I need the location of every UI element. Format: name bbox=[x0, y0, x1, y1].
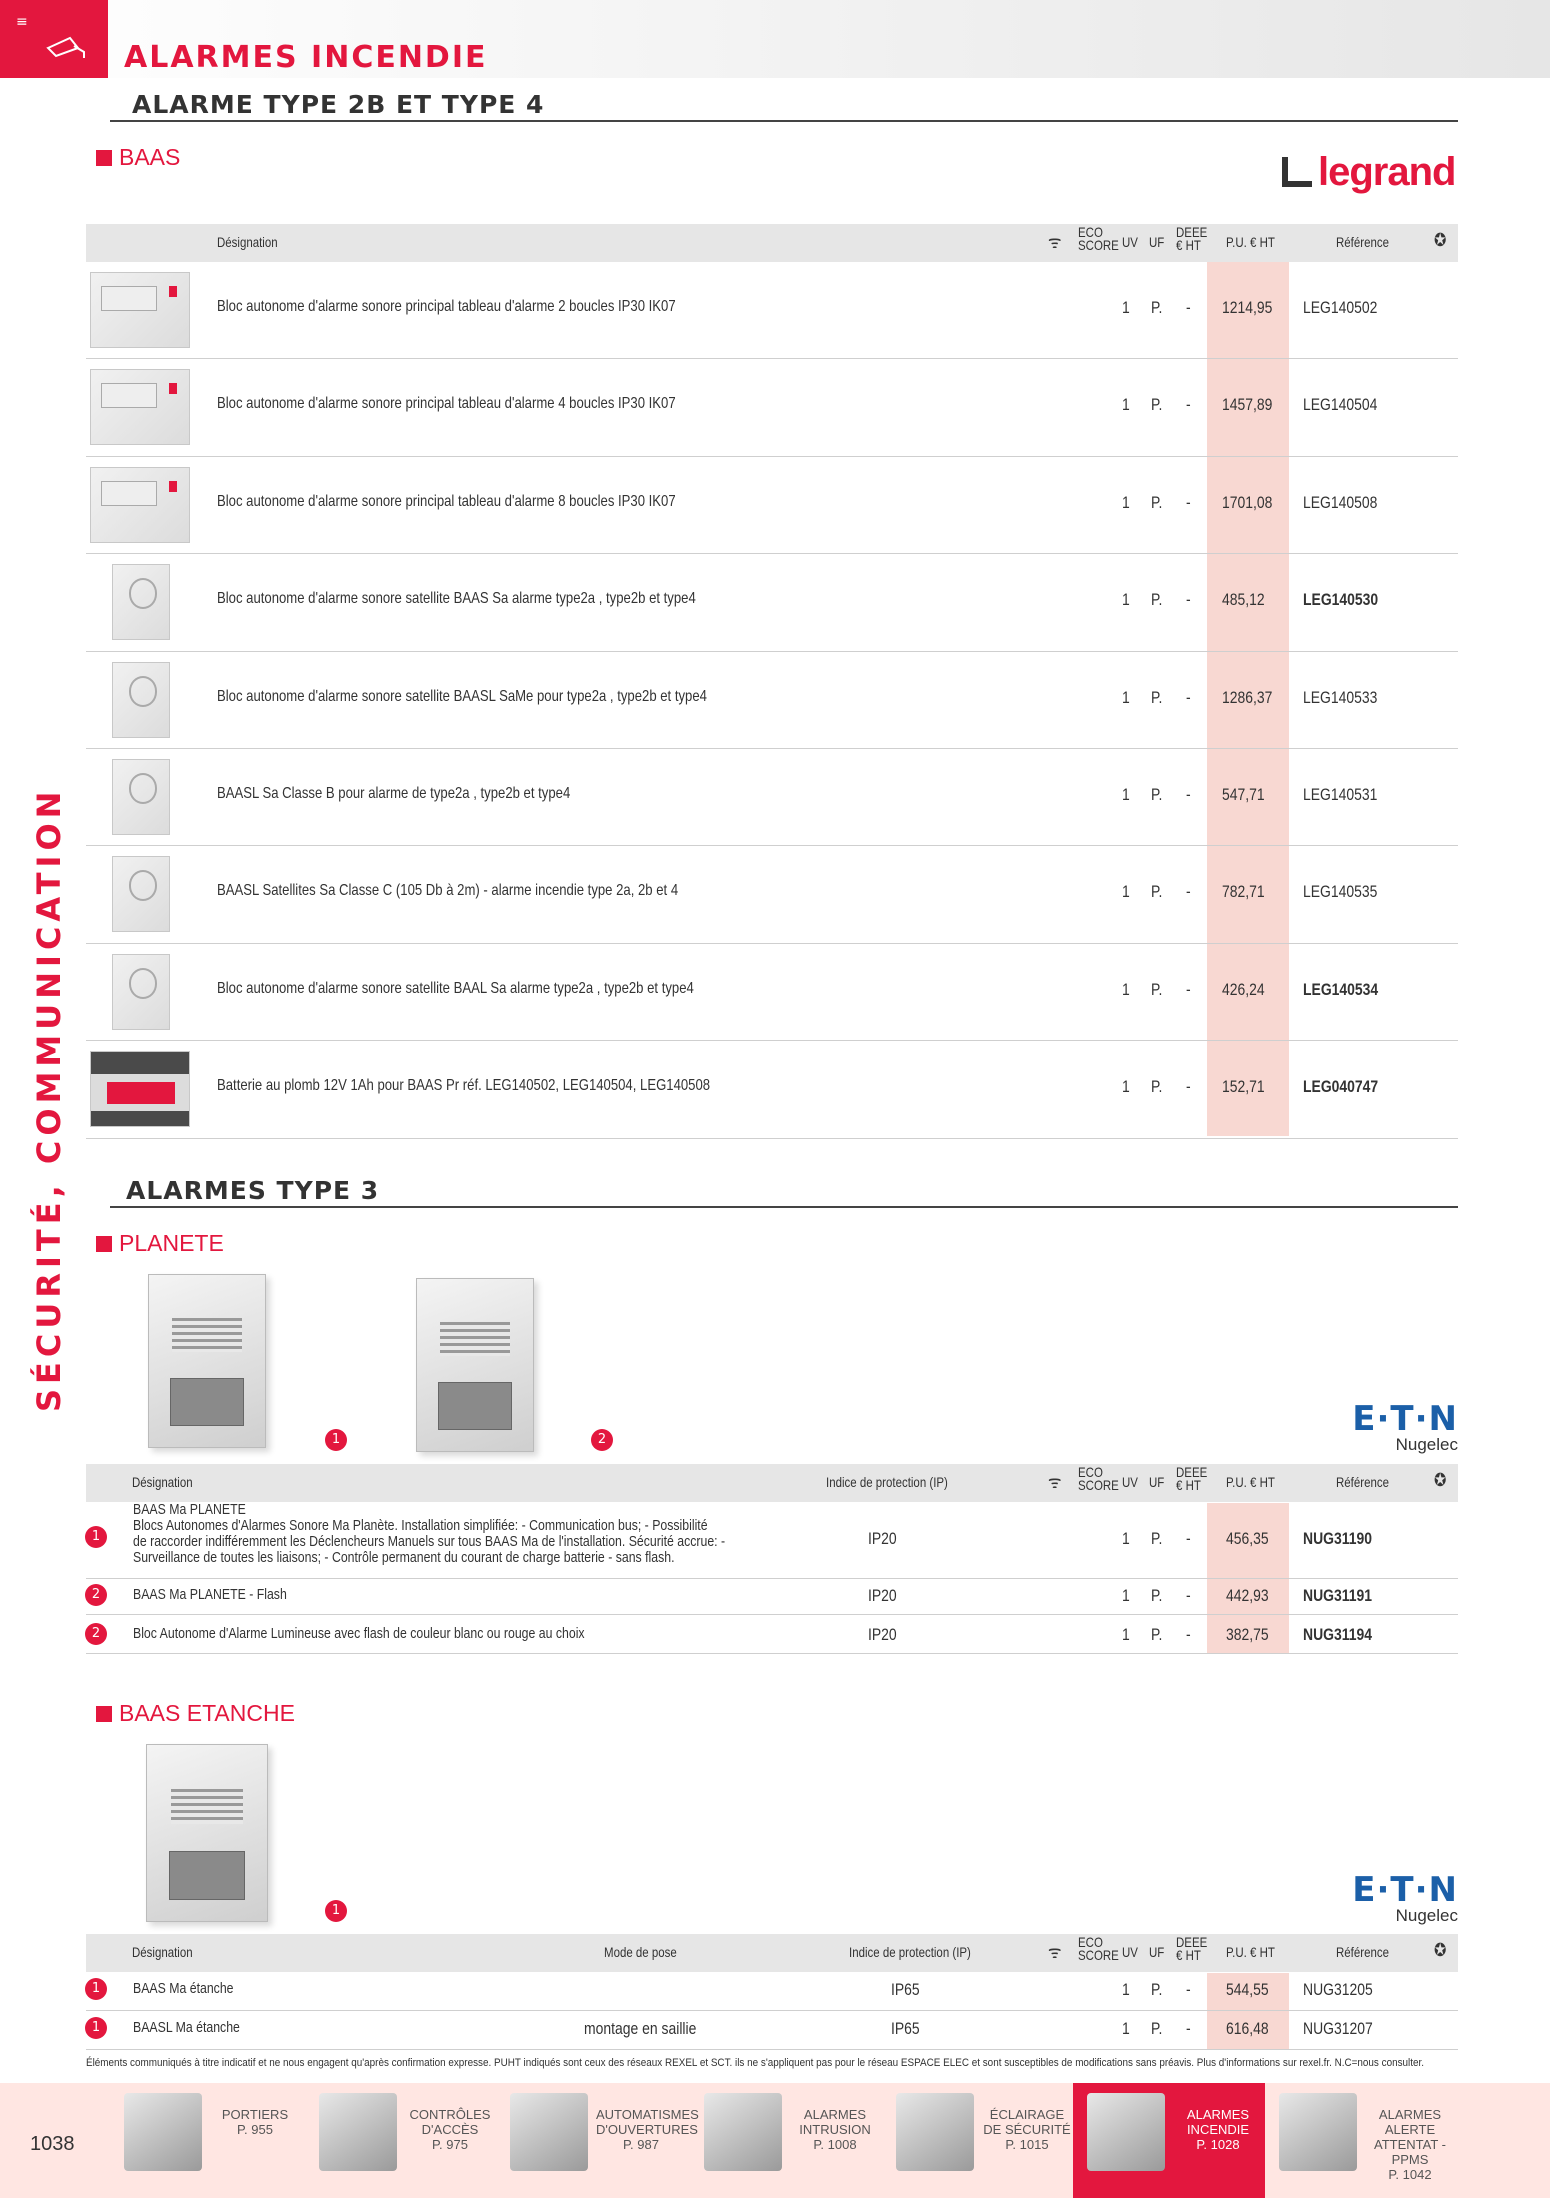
row-uf: P. bbox=[1151, 1529, 1163, 1548]
row-reference[interactable]: NUG31191 bbox=[1303, 1586, 1372, 1605]
row-uf: P. bbox=[1151, 590, 1163, 609]
footer-nav-item[interactable] bbox=[110, 2083, 302, 2198]
footer-nav-item[interactable] bbox=[1073, 2083, 1265, 2198]
row-uf: P. bbox=[1151, 1980, 1163, 1999]
row-deee: - bbox=[1186, 1625, 1191, 1644]
row-reference[interactable]: LEG140502 bbox=[1303, 298, 1378, 317]
legrand-logo: legrand bbox=[1282, 150, 1455, 195]
row-uf: P. bbox=[1151, 1586, 1163, 1605]
footer-nav-item[interactable] bbox=[305, 2083, 497, 2198]
row-uf: P. bbox=[1151, 298, 1163, 317]
row-price: 1286,37 bbox=[1222, 688, 1273, 707]
row-uf: P. bbox=[1151, 2019, 1163, 2038]
footer-nav-item[interactable] bbox=[882, 2083, 1074, 2198]
table-header: Désignation Indice de protection (IP) ᯤ ECO SCORE UV UF DEEE € HT P.U. € HT Référence ✪ bbox=[86, 1464, 1458, 1502]
image-badge: 1 bbox=[325, 1429, 347, 1451]
wifi-icon: ᯤ bbox=[1048, 1472, 1062, 1492]
row-uv: 1 bbox=[1122, 882, 1130, 901]
row-designation: Batterie au plomb 12V 1Ah pour BAAS Pr réf. LEG140502, LEG140504, LEG140508 bbox=[217, 1077, 711, 1094]
footer-nav-label: ALARMES INTRUSION P. 1008 bbox=[799, 2107, 871, 2152]
section-title: ALARME TYPE 2B ET TYPE 4 bbox=[132, 90, 545, 119]
category-thumbnail-icon bbox=[896, 2093, 974, 2171]
footer-nav-label: ALARMES INCENDIE P. 1028 bbox=[1186, 2107, 1250, 2152]
row-reference[interactable]: NUG31207 bbox=[1303, 2019, 1373, 2038]
row-designation: BAAS Ma étanche bbox=[133, 1980, 234, 1997]
disclaimer: Éléments communiqués à titre indicatif et ne nous engagent qu'après confirmation expresse. PUHT indiqués sont ceux des réseaux REXEL et SCT. ils ne s'appliquent pas pour le réseau ESPACE ELEC et sont susceptibles de modifications sans préavis. Plus d'informations sur rexel.fr. N.C=nous consulter. bbox=[86, 2057, 1425, 2069]
row-price: 456,35 bbox=[1226, 1529, 1269, 1548]
product-thumbnail[interactable] bbox=[112, 564, 170, 640]
row-deee: - bbox=[1186, 590, 1191, 609]
eaton-nugelec-logo: E·T·N Nugelec bbox=[1352, 1870, 1458, 1925]
section-rule bbox=[110, 1206, 1458, 1208]
subsection-title: BAAS bbox=[96, 144, 180, 171]
row-ip: IP20 bbox=[868, 1529, 897, 1548]
row-deee: - bbox=[1186, 1077, 1191, 1096]
row-designation: Bloc autonome d'alarme sonore satellite BAAL Sa alarme type2a , type2b et type4 bbox=[217, 980, 694, 997]
row-designation: Bloc autonome d'alarme sonore satellite BAASL SaMe pour type2a , type2b et type4 bbox=[217, 688, 707, 705]
row-uv: 1 bbox=[1122, 980, 1130, 999]
category-thumbnail-icon bbox=[1087, 2093, 1165, 2171]
row-designation: BAASL Ma étanche bbox=[133, 2019, 240, 2036]
row-reference[interactable]: LEG140504 bbox=[1303, 395, 1378, 414]
eaton-nugelec-logo: E·T·N Nugelec bbox=[1352, 1399, 1458, 1454]
row-uv: 1 bbox=[1122, 1980, 1130, 1999]
settings-icon: ✪ bbox=[1434, 1470, 1447, 1490]
row-designation: Bloc autonome d'alarme sonore principal tableau d'alarme 8 boucles IP30 IK07 bbox=[217, 493, 676, 510]
row-uv: 1 bbox=[1122, 1529, 1130, 1548]
category-thumbnail-icon bbox=[319, 2093, 397, 2171]
product-thumbnail[interactable] bbox=[90, 467, 190, 543]
product-thumbnail[interactable] bbox=[112, 954, 170, 1030]
category-thumbnail-icon bbox=[704, 2093, 782, 2171]
row-ip: IP20 bbox=[868, 1586, 897, 1605]
row-price: 1457,89 bbox=[1222, 395, 1273, 414]
settings-icon: ✪ bbox=[1434, 230, 1447, 250]
row-price: 152,71 bbox=[1222, 1077, 1265, 1096]
row-designation: BAASL Satellites Sa Classe C (105 Db à 2m) - alarme incendie type 2a, 2b et 4 bbox=[217, 882, 679, 899]
row-designation: Bloc Autonome d'Alarme Lumineuse avec flash de couleur blanc ou rouge au choix bbox=[133, 1625, 585, 1642]
product-thumbnail[interactable] bbox=[112, 662, 170, 738]
row-uv: 1 bbox=[1122, 1077, 1130, 1096]
product-thumbnail[interactable] bbox=[112, 759, 170, 835]
product-image-planete-flash bbox=[416, 1278, 534, 1452]
product-image-baas-etanche bbox=[146, 1744, 268, 1922]
settings-icon: ✪ bbox=[1434, 1940, 1447, 1960]
row-price: 547,71 bbox=[1222, 785, 1265, 804]
footer-nav-item[interactable] bbox=[690, 2083, 882, 2198]
category-thumbnail-icon bbox=[124, 2093, 202, 2171]
row-deee: - bbox=[1186, 1586, 1191, 1605]
row-uf: P. bbox=[1151, 1625, 1163, 1644]
page-number: 1038 bbox=[30, 2133, 75, 2155]
row-uf: P. bbox=[1151, 882, 1163, 901]
row-deee: - bbox=[1186, 298, 1191, 317]
row-uf: P. bbox=[1151, 688, 1163, 707]
row-reference[interactable]: LEG140530 bbox=[1303, 590, 1379, 609]
section-title: ALARMES TYPE 3 bbox=[126, 1176, 380, 1205]
row-deee: - bbox=[1186, 1529, 1191, 1548]
image-badge: 2 bbox=[591, 1429, 613, 1451]
row-deee: - bbox=[1186, 2019, 1191, 2038]
footer-nav bbox=[0, 2083, 1550, 2198]
row-price: 1214,95 bbox=[1222, 298, 1273, 317]
row-deee: - bbox=[1186, 882, 1191, 901]
row-designation: Bloc autonome d'alarme sonore principal tableau d'alarme 4 boucles IP30 IK07 bbox=[217, 395, 676, 412]
footer-nav-item[interactable] bbox=[1265, 2083, 1535, 2198]
table-header: Désignation Mode de pose Indice de protection (IP) ᯤ ECO SCORE UV UF DEEE € HT P.U. € HT Référence ✪ bbox=[86, 1934, 1458, 1972]
row-badge: 2 bbox=[85, 1623, 107, 1645]
row-designation: BAAS Ma PLANETE - Flash bbox=[133, 1586, 287, 1603]
row-designation: Bloc autonome d'alarme sonore principal tableau d'alarme 2 boucles IP30 IK07 bbox=[217, 298, 676, 315]
row-uf: P. bbox=[1151, 395, 1163, 414]
row-uv: 1 bbox=[1122, 395, 1130, 414]
row-uv: 1 bbox=[1122, 590, 1130, 609]
row-uf: P. bbox=[1151, 980, 1163, 999]
row-price: 616,48 bbox=[1226, 2019, 1269, 2038]
row-price: 426,24 bbox=[1222, 980, 1265, 999]
image-badge: 1 bbox=[325, 1900, 347, 1922]
row-badge: 1 bbox=[85, 1526, 107, 1548]
footer-nav-item[interactable] bbox=[496, 2083, 699, 2198]
row-designation: Bloc autonome d'alarme sonore satellite BAAS Sa alarme type2a , type2b et type4 bbox=[217, 590, 696, 607]
row-uv: 1 bbox=[1122, 298, 1130, 317]
row-reference[interactable]: LEG140535 bbox=[1303, 882, 1378, 901]
row-uv: 1 bbox=[1122, 1625, 1130, 1644]
row-price: 442,93 bbox=[1226, 1586, 1269, 1605]
header-corner bbox=[0, 0, 108, 78]
row-badge: 1 bbox=[85, 1978, 107, 2000]
row-price: 1701,08 bbox=[1222, 493, 1273, 512]
row-deee: - bbox=[1186, 688, 1191, 707]
row-uv: 1 bbox=[1122, 688, 1130, 707]
row-uf: P. bbox=[1151, 1077, 1163, 1096]
row-designation: BAAS Ma PLANETE Blocs Autonomes d'Alarmes Sonore Ma Planète. Installation simplifiée: - Communication bus; - Possibilité de raccorder indifféremment les Déclencheurs Manuels sur tous BAAS Ma de l'installation. Sécurité accrue: - Surveillance de toutes les liaisons; - Contrôle permanent du courant de charge batterie - sans flash. bbox=[133, 1501, 726, 1566]
category-thumbnail-icon bbox=[1279, 2093, 1357, 2171]
row-deee: - bbox=[1186, 785, 1191, 804]
row-designation: BAASL Sa Classe B pour alarme de type2a , type2b et type4 bbox=[217, 785, 571, 802]
row-price: 382,75 bbox=[1226, 1625, 1269, 1644]
row-price: 485,12 bbox=[1222, 590, 1265, 609]
row-reference[interactable]: LEG140508 bbox=[1303, 493, 1378, 512]
product-image-planete bbox=[148, 1274, 266, 1448]
row-reference[interactable]: LEG140533 bbox=[1303, 688, 1378, 707]
page-title: ALARMES INCENDIE bbox=[124, 40, 488, 75]
subsection-title: PLANETE bbox=[96, 1230, 224, 1257]
product-thumbnail[interactable] bbox=[90, 1051, 190, 1127]
row-badge: 1 bbox=[85, 2017, 107, 2039]
wifi-icon: ᯤ bbox=[1048, 232, 1062, 252]
row-reference[interactable]: LEG040747 bbox=[1303, 1077, 1379, 1096]
product-thumbnail[interactable] bbox=[90, 272, 190, 348]
row-uf: P. bbox=[1151, 493, 1163, 512]
row-ip: IP65 bbox=[891, 2019, 920, 2038]
wifi-icon: ᯤ bbox=[1048, 1942, 1062, 1962]
product-thumbnail[interactable] bbox=[112, 856, 170, 932]
row-reference[interactable]: NUG31205 bbox=[1303, 1980, 1373, 1999]
footer-nav-label: CONTRÔLES D'ACCÈS P. 975 bbox=[409, 2107, 491, 2152]
row-reference[interactable]: LEG140531 bbox=[1303, 785, 1378, 804]
product-thumbnail[interactable] bbox=[90, 369, 190, 445]
row-reference[interactable]: LEG140534 bbox=[1303, 980, 1379, 999]
row-deee: - bbox=[1186, 493, 1191, 512]
category-thumbnail-icon bbox=[510, 2093, 588, 2171]
footer-nav-label: PORTIERS P. 955 bbox=[221, 2107, 289, 2137]
row-deee: - bbox=[1186, 1980, 1191, 1999]
row-badge: 2 bbox=[85, 1584, 107, 1606]
row-price: 782,71 bbox=[1222, 882, 1265, 901]
row-uf: P. bbox=[1151, 785, 1163, 804]
row-ip: IP65 bbox=[891, 1980, 920, 1999]
security-camera-icon bbox=[44, 34, 90, 60]
row-price: 544,55 bbox=[1226, 1980, 1269, 1999]
row-reference[interactable]: NUG31190 bbox=[1303, 1529, 1372, 1548]
row-reference[interactable]: NUG31194 bbox=[1303, 1625, 1372, 1644]
footer-nav-label: ALARMES ALERTE ATTENTAT - PPMS P. 1042 bbox=[1374, 2107, 1446, 2182]
footer-nav-label: AUTOMATISMES D'OUVERTURES P. 987 bbox=[596, 2107, 699, 2152]
table-header: Désignation ᯤ ECO SCORE UV UF DEEE € HT P.U. € HT Référence ✪ bbox=[86, 224, 1458, 262]
row-deee: - bbox=[1186, 395, 1191, 414]
row-uv: 1 bbox=[1122, 493, 1130, 512]
section-rule bbox=[110, 120, 1458, 122]
row-mode: montage en saillie bbox=[584, 2019, 697, 2038]
row-deee: - bbox=[1186, 980, 1191, 999]
row-uv: 1 bbox=[1122, 2019, 1130, 2038]
menu-icon[interactable]: ≡ bbox=[16, 14, 28, 30]
row-uv: 1 bbox=[1122, 1586, 1130, 1605]
row-ip: IP20 bbox=[868, 1625, 897, 1644]
row-uv: 1 bbox=[1122, 785, 1130, 804]
footer-nav-label: ÉCLAIRAGE DE SÉCURITÉ P. 1015 bbox=[983, 2107, 1071, 2152]
sidebar-category: SÉCURITÉ, COMMUNICATION bbox=[30, 786, 68, 1412]
subsection-title: BAAS ETANCHE bbox=[96, 1700, 295, 1727]
